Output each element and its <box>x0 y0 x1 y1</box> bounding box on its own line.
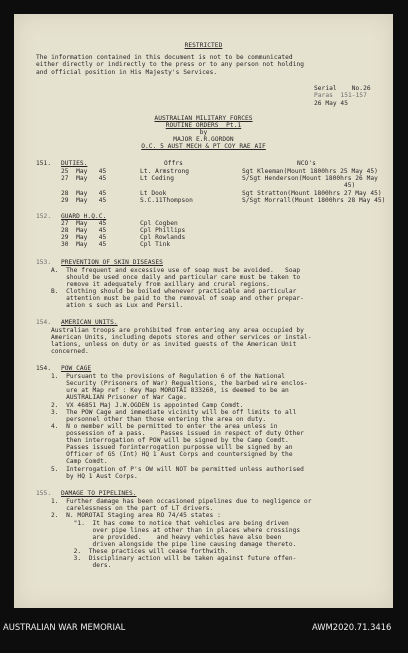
oc-line: O.C. 5 AUST MECH & PT COY RAE AIF <box>141 143 266 150</box>
pow-cage-number: 154. <box>36 365 52 372</box>
duty-officer: Lt Dook <box>140 190 167 197</box>
order-date: 26 May 45 <box>314 100 348 107</box>
archive-name: AUSTRALIAN WAR MEMORIAL <box>3 622 126 632</box>
duty-date: 28 May 45 <box>61 190 107 197</box>
duty-nco-continued: 45) <box>344 182 356 189</box>
unit-heading: AUSTRALIAN MILITARY FORCES <box>154 115 253 122</box>
archive-footer <box>0 610 408 653</box>
duty-date: 25 May 45 <box>61 168 107 175</box>
pipelines-number: 155. <box>36 490 52 497</box>
document-page <box>14 14 393 608</box>
notice-line-1: The information contained in this document is not to be communicated <box>36 54 293 61</box>
para-151-number: 151. <box>36 160 52 167</box>
pow-cage-line: 1. Pursuant to the provisions of Regulation 6 of the National <box>51 373 286 380</box>
pow-cage-line: 4. N o member will be permitted to enter the area unless in <box>51 423 278 430</box>
para-153-line: B. Clothing should be boiled whenever practicable and particular <box>51 288 297 295</box>
duty-date: 27 May 45 <box>61 175 107 182</box>
restricted-heading: RESTRICTED <box>184 42 223 49</box>
duty-nco: Sgt Stratton(Mount 1800hrs 27 May 45) <box>242 190 382 197</box>
guard-date: 29 May 45 <box>61 234 107 241</box>
pipelines-line: 2. These practices will cease forthwith. <box>51 548 229 555</box>
pow-cage-line: Security (Prisoners of War) Regualtions, the barbed wire enclos- <box>51 380 308 387</box>
para-154-number: 154. <box>36 319 52 326</box>
pow-cage-line: Officer of GS (Int) HQ 1 Aust Corps and countersigned by the <box>51 451 293 458</box>
para-153-heading: PREVENTION OF SKIN DISEASES <box>61 259 163 266</box>
para-154-line: concerned. <box>51 348 89 355</box>
guard-name: Cpl Rowlands <box>140 234 186 241</box>
pipelines-line: ders. <box>51 562 112 569</box>
para-153-number: 153. <box>36 259 52 266</box>
pow-cage-line: 3. The POW Cage and immediate vicinity will be off limits to all <box>51 409 297 416</box>
duty-officer: S.C.11Thompson <box>140 197 193 204</box>
major-name: MAJOR E.R.GORDON <box>173 136 234 143</box>
para-154-heading: AMERICAN UNITS. <box>61 319 118 326</box>
pow-cage-heading: POW CAGE <box>61 365 92 372</box>
notice-line-3: and official position in His Majesty's Services. <box>36 69 218 76</box>
guard-name: Cpl Phillips <box>140 227 186 234</box>
pipelines-line: 2. N. MOROTAI Staging area RO 74/45 states : <box>51 512 221 519</box>
pipelines-line: driven alongside the pipe line causing damage thereto. <box>51 541 297 548</box>
duty-officer: Lt Ceding <box>140 175 174 182</box>
guard-name: Cpl Tink <box>140 241 171 248</box>
guard-date: 28 May 45 <box>61 227 107 234</box>
pipelines-line: "1. It has come to notice that vehicles are being driven <box>51 520 289 527</box>
guard-date: 30 May 45 <box>61 241 107 248</box>
pipelines-line: over pipe lines at other than in places where crossings <box>51 527 301 534</box>
pow-cage-line: ure at Map ref : Key Map MOROTAI 833260, is deemed to be an <box>51 387 289 394</box>
para-153-line: A. The frequent and excessive use of soap must be avoided. Soap <box>51 267 301 274</box>
orders-heading: ROUTINE ORDERS Pt.1 <box>165 122 242 129</box>
duty-nco: S/Sgt Morrall(Mount 1800hrs 28 May 45) <box>242 197 386 204</box>
pow-cage-line: possession of a pass. Passes issued in respect of duty Other <box>51 430 304 437</box>
pow-cage-line: by HQ 1 Aust Corps. <box>51 473 138 480</box>
by-line: by <box>199 129 208 136</box>
offrs-column-head: Offrs <box>164 160 183 167</box>
pow-cage-line: 2. VX 46851 Maj J.W.OGDEN is appointed Camp Comdt. <box>51 402 244 409</box>
para-153-line: remove it adequately from axillary and crural regions. <box>51 281 270 288</box>
pow-cage-line: AUSTRALIAN Prisoner of War Cage. <box>51 394 187 401</box>
duty-officer: Lt. Armstrong <box>140 168 190 175</box>
pipelines-heading: DAMAGE TO PIPELINES. <box>61 490 137 497</box>
para-152-number: 152. <box>36 213 52 220</box>
pow-cage-line: Camp Comdt. <box>51 458 108 465</box>
para-154-line: Australian troops are prohibited from entering any area occupied by <box>51 327 304 334</box>
para-153-line: should be used once daily and particular care must be taken to <box>51 274 301 281</box>
duty-nco: S/Sgt Henderson(Mount 1800hrs 26 May <box>242 175 378 182</box>
pipelines-line: 1. Further damage has been occasioned pipelines due to negligence or <box>51 498 312 505</box>
pow-cage-line: then interrogation of POW will be signed by the Camp Comdt. <box>51 437 289 444</box>
pow-cage-line: 5. Interrogation of P's OW will NOT be permitted unless authorised <box>51 466 304 473</box>
guard-name: Cpl Cogben <box>140 220 178 227</box>
para-152-heading: GUARD H.Q.C. <box>61 213 107 220</box>
para-154-line: lations, unless on duty or as invited guests of the American Unit <box>51 341 297 348</box>
duty-date: 29 May 45 <box>61 197 107 204</box>
pipelines-line: are provided. and heavy vehicles have also been <box>51 534 282 541</box>
pipelines-line: 3. Disciplinary action will be taken against future offen- <box>51 555 297 562</box>
pipelines-line: carelessness on the part of LT drivers. <box>51 505 214 512</box>
ncos-column-head: NCO's <box>297 160 316 167</box>
pow-cage-line: Passes issued forinterrogation purposse will be signed by an <box>51 444 293 451</box>
notice-line-2: either directly or indirectly to the press or to any person not holding <box>36 61 305 68</box>
para-153-line: ation s such as Lux and Persil. <box>51 302 184 309</box>
guard-date: 27 May 45 <box>61 220 107 227</box>
para-154-line: American Units, including depots stores and other services or instal- <box>51 334 312 341</box>
paras-range: Paras 151-157 <box>314 92 367 99</box>
para-153-line: attention must be paid to the removal of soap and other prepar- <box>51 295 304 302</box>
serial-number: Serial No.26 <box>314 85 371 92</box>
para-151-heading: DUTIES. <box>61 160 88 167</box>
pow-cage-line: personnel other than those entering the area on duty. <box>51 416 267 423</box>
duty-nco: Sgt Kleeman(Mount 1800hrs 25 May 45) <box>242 168 378 175</box>
archive-reference: AWM2020.71.3416 <box>312 622 392 632</box>
